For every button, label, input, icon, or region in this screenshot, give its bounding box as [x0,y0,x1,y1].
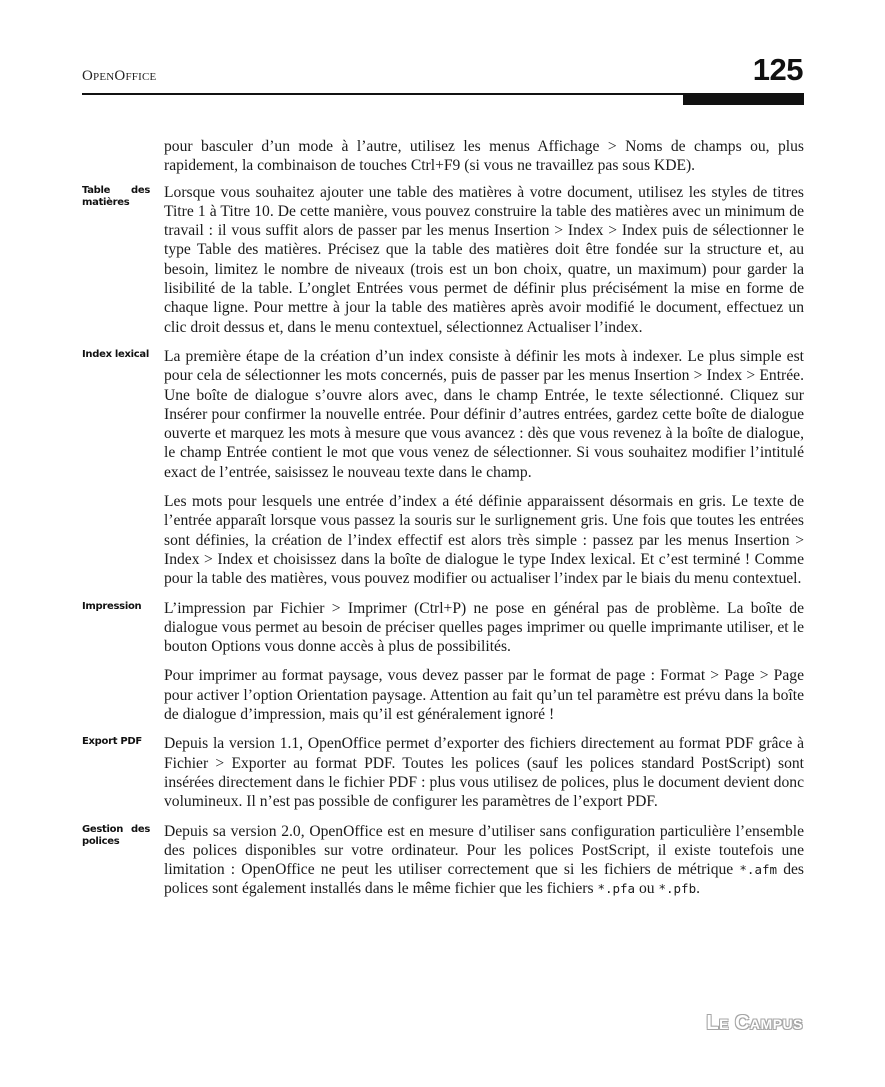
margin-note-table-des-matieres: Table des matières [82,184,150,208]
running-title: OpenOffice [82,68,157,84]
paragraph-impression [82,599,804,657]
paragraph-paysage [164,666,804,724]
margin-note-index-lexical: Index lexical [82,348,150,360]
publisher-logo: Le Campus [706,1012,803,1034]
paragraph-text: La première étape de la création d’un index consiste à définir les mots à indexer. Le plus simple est pour cela de sélectionner les mots concernés, puis de passer par les menus Insertion > Index > Entrée. Une boîte de dialogue s’ouvre alors avec, dans le champ Entrée, le texte sélectionné. Cliquez sur Insérer pour confirmer la nouvelle entrée. Pour définir d’autres entrées, gardez cette boîte de dialogue ouverte et marquez les mots à mesure que vous avancez : dès que vous revenez à la boîte de dialogue, le champ Entrée contient le mot que vous venez de sélectionner. Si vous souhaitez modifier l’intitulé exact de l’entrée, saisissez le nouveau texte dans le champ. [164,347,804,481]
paragraph-index-entries [164,492,804,588]
margin-note-export-pdf: Export PDF [82,736,142,748]
paragraph-export-pdf [82,734,804,811]
paragraph-text: des polices sont également installés dans le même fichier que les fichiers [164,861,804,898]
body-column [82,137,804,909]
paragraph-text: ou [635,880,659,898]
paragraph-table-des-matieres [82,183,804,337]
paragraph-text: Depuis sa version 2.0, OpenOffice est en mesure d’utiliser sans configuration particulière l’ensemble des polices disponibles sur votre ordinateur. Pour les polices PostScript, il existe toutefois une limitation : OpenOffice ne peut les utiliser correctement que si les fichiers de métrique [164,822,804,879]
paragraph-continuation [164,137,804,176]
paragraph-text: Pour imprimer au format paysage, vous devez passer par le format de page : Format > Page > Page pour activer l’option Orientation paysage. Attention au fait qu’un tel paramètre est prévu dans la boîte de dialogue d’impression, mais qu’il est généralement ignoré ! [164,667,804,724]
margin-note-gestion-polices: Gestion des polices [82,823,150,847]
paragraph-index-lexical [82,347,804,482]
paragraph-text: Les mots pour lesquels une entrée d’index a été définie apparaissent désormais en gris. Le texte de l’entrée apparaît lorsque vous passez la souris sur le surlignement gris. Une fois que toutes les entrées sont définies, la création de l’index effectif est alors très simple : passez par les menus Insertion > Index > Index et choisissez dans la boîte de dialogue le type Index lexical. Et c’est terminé ! Comme pour la table des matières, vous pouvez modifier ou actualiser l’index par le biais du menu contextuel. [164,493,804,588]
paragraph-text: L’impression par Fichier > Imprimer (Ctrl+P) ne pose en général pas de problème. La boîte de dialogue vous permet au besoin de préciser quelles pages imprimer ou quelle imprimante utiliser, et le bouton Options vous donne accès à plus de possibilités. [164,599,804,656]
code-pfa: *.pfa [597,881,636,897]
paragraph-text: . [696,880,701,898]
margin-note-impression: Impression [82,600,142,612]
paragraph-text: Lorsque vous souhaitez ajouter une table des matières à votre document, utilisez les styles de titres Titre 1 à Titre 10. De cette manière, vous pouvez construire la table des matières avec un minimum de travail : il vous suffit alors de passer par les menus Insertion > Index > Index puis de sélectionner le type Table des matières. Précisez que la table des matières doit être fondée sur la structure et, au besoin, limitez le nombre de niveaux (trois est un bon choix, quatre, un maximum) pour garder la lisibilité de la table. L’onglet Entrées vous permet de définir plus précisément la mise en forme de chaque ligne. Pour mettre à jour la table des matières après avoir modifié le document, effectuez un clic droit dessus et, dans le menu contextuel, sélectionnez Actualiser l’index. [164,183,804,336]
code-pfb: *.pfb [658,881,697,897]
paragraph-gestion-polices [82,822,804,899]
page-number: 125 [752,52,803,87]
paragraph-text: pour basculer d’un mode à l’autre, utilisez les menus Affichage > Noms de champs ou, plus rapidement, la combinaison de touches Ctrl+F9 (si vous ne travaillez pas sous KDE). [164,138,804,175]
paragraph-text: Depuis la version 1.1, OpenOffice permet d’exporter des fichiers directement au format PDF grâce à Fichier > Exporter au format PDF. Toutes les polices (sauf les polices standard PostScript) sont insérées directement dans le fichier PDF : plus vous utilisez de polices, plus le document devient donc volumineux. Il n’est pas possible de configurer les paramètres de l’export PDF. [164,735,804,811]
code-afm: *.afm [739,862,778,878]
header-rule-bar [683,95,804,105]
